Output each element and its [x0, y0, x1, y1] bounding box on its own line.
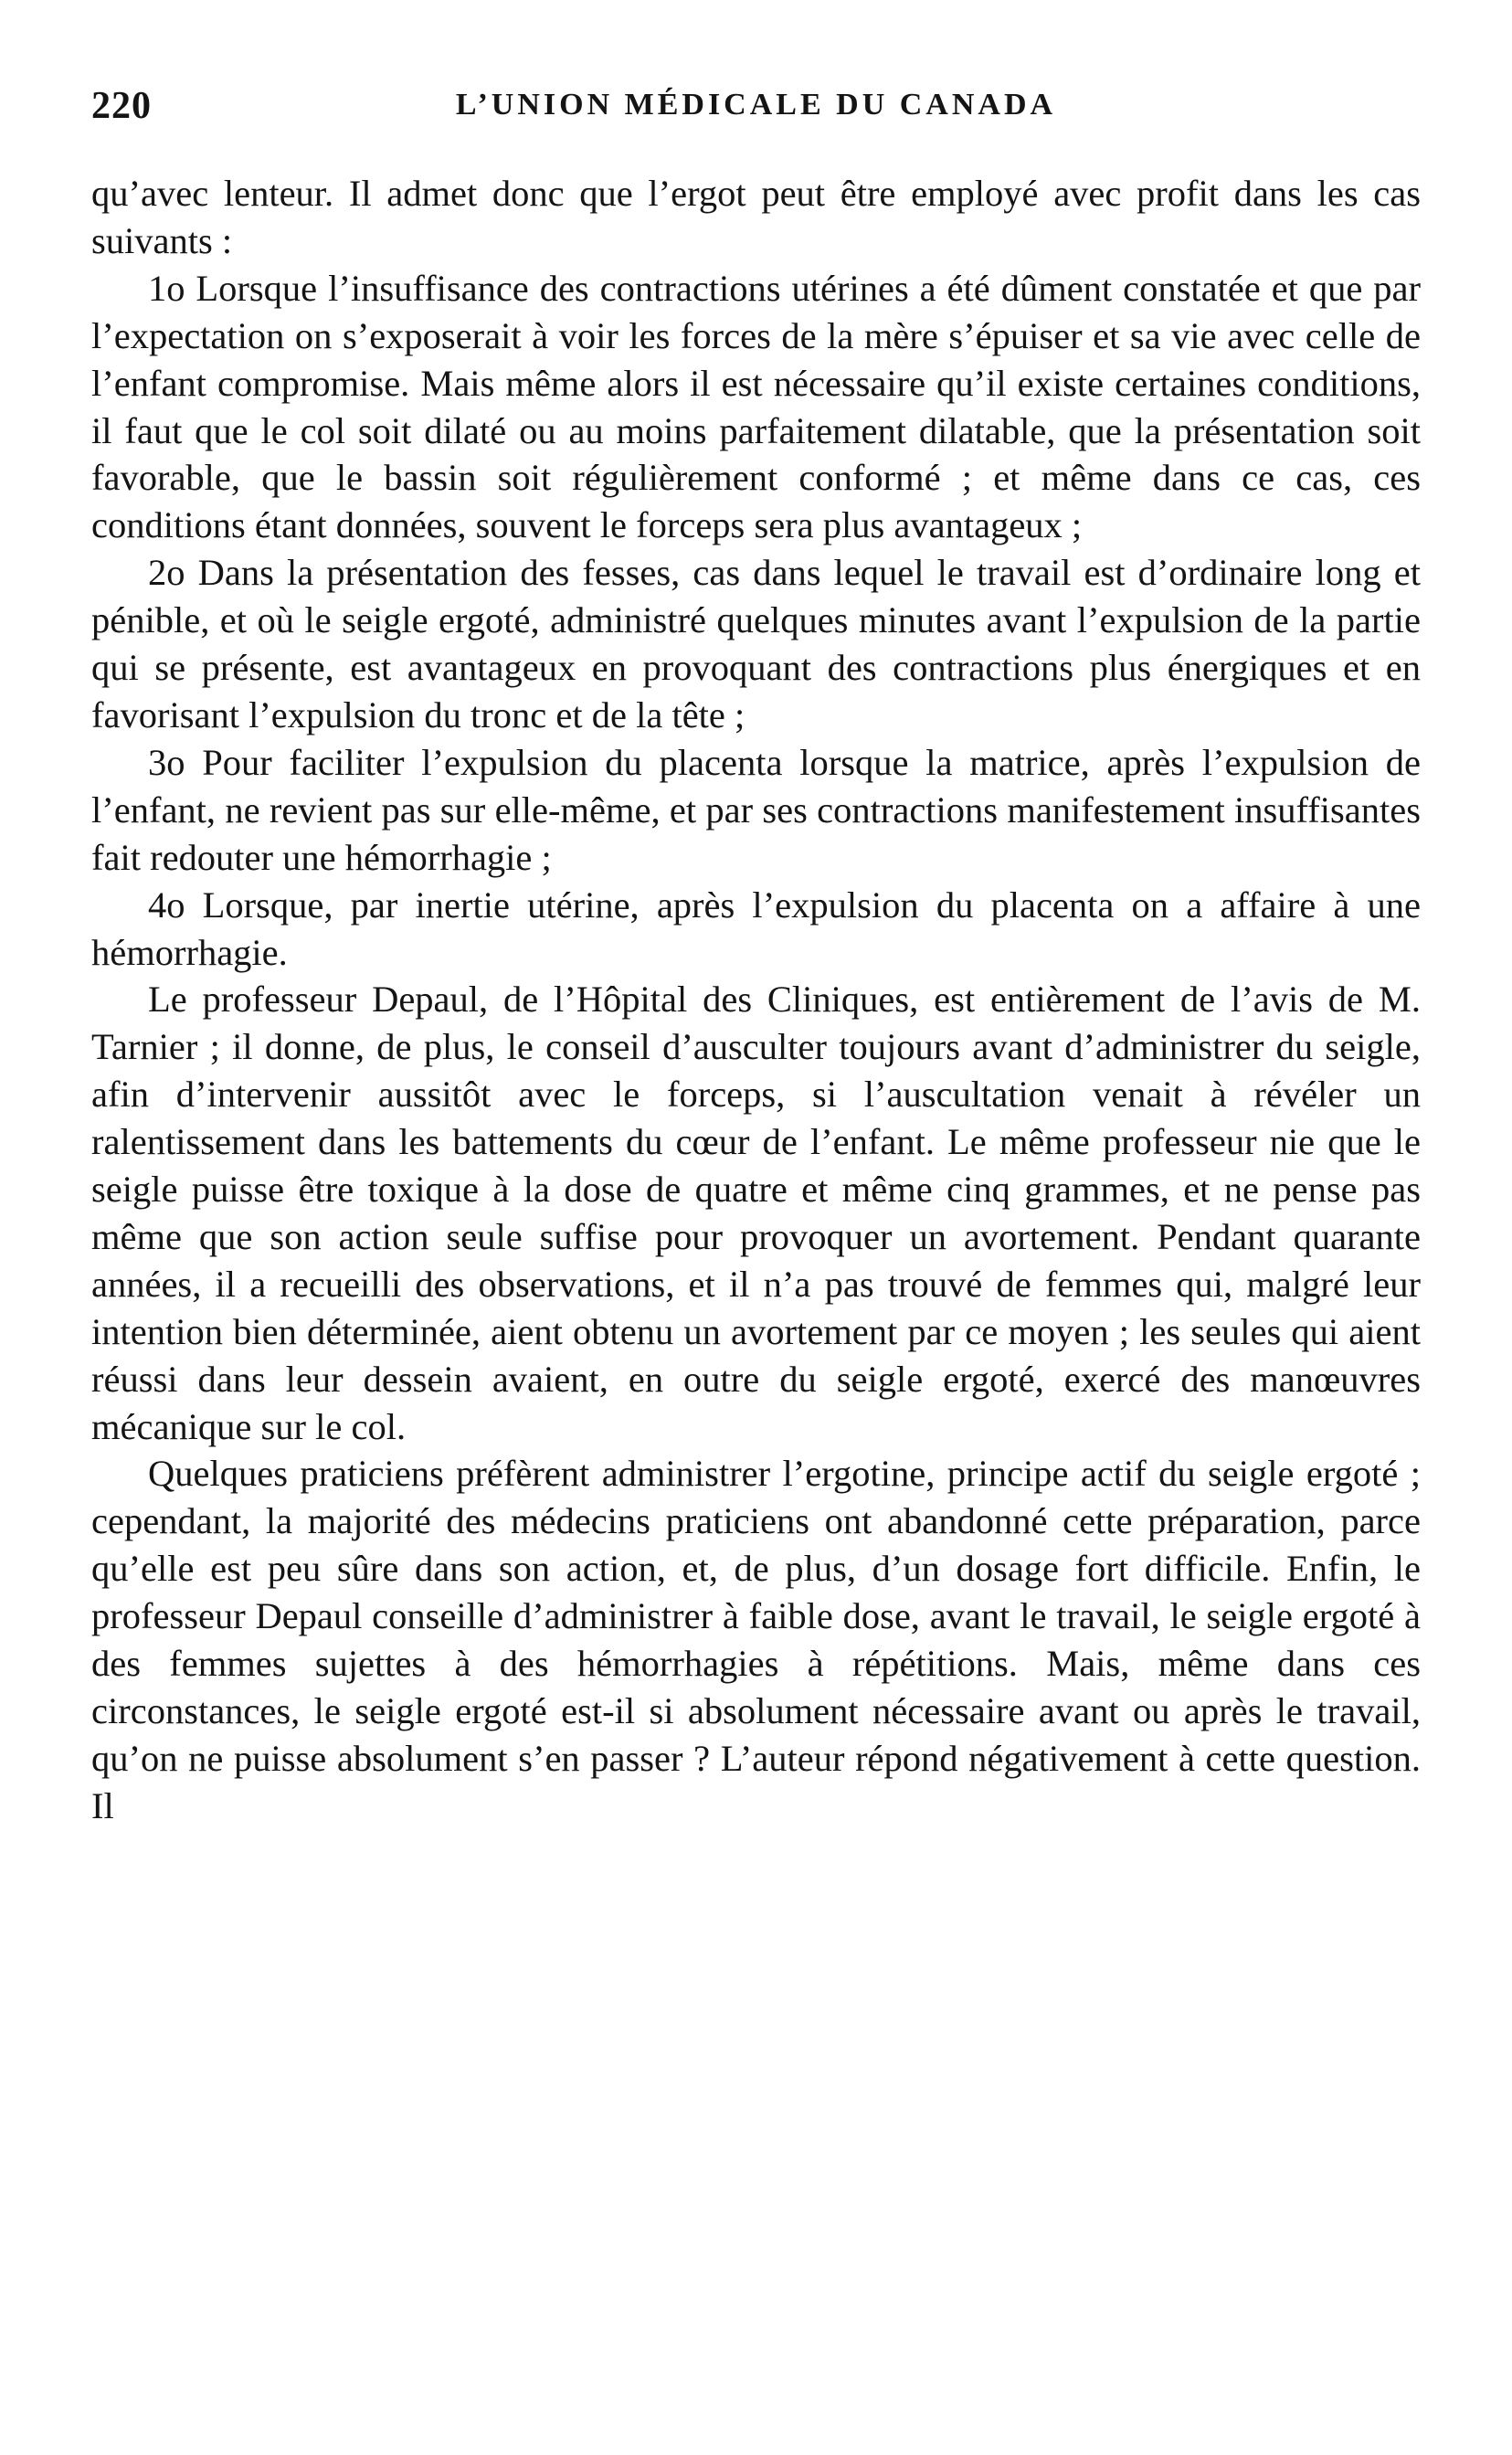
- running-head: [91, 84, 1421, 139]
- paragraph-depaul: Le professeur Depaul, de l’Hôpital des Cliniques, est entièrement de l’avis de M. Tarnier ; il donne, de plus, le conseil d’ausculter toujours avant d’administrer du seigle, afin d’intervenir aussitôt avec le forceps, si l’auscultation venait à révéler un ralentissement dans les battements du cœur de l’enfant. Le même professeur nie que le seigle puisse être toxique à la dose de quatre et même cinq grammes, et ne pense pas même que son action seule suffise pour provoquer un avortement. Pendant quarante années, il a recueilli des observations, et il n’a pas trouvé de femmes qui, malgré leur intention bien déterminée, aient obtenu un avortement par ce moyen ; les seules qui aient réussi dans leur dessein avaient, en outre du seigle ergoté, exercé des manœuvres mécanique sur le col.: [91, 979, 1421, 1447]
- paragraph-item-3: 3o Pour faciliter l’expulsion du placenta lorsque la matrice, après l’expulsion de l’enfant, ne revient pas sur elle-même, et par ses contractions manifestement insuffisantes fait redouter une hémorrhagie ;: [91, 741, 1421, 878]
- paragraph-item-1: 1o Lorsque l’insuffisance des contractions utérines a été dûment constatée et que par l’expectation on s’exposerait à voir les forces de la mère s’épuiser et sa vie avec celle de l’enfant compromise. Mais même alors il est nécessaire qu’il existe certaines conditions, il faut que le col soit dilaté ou au moins parfaitement dilatable, que la présentation soit favorable, que le bassin soit régulièrement conformé ; et même dans ce cas, ces conditions étant données, souvent le forceps sera plus avantageux ;: [91, 267, 1421, 546]
- paragraph-item-4: 4o Lorsque, par inertie utérine, après l’expulsion du placenta on a affaire à une hémorrhagie.: [91, 884, 1421, 973]
- paragraph-item-2: 2o Dans la présentation des fesses, cas dans lequel le travail est d’ordinaire long et pénible, et où le seigle ergoté, administré quelques minutes avant l’expulsion de la partie qui se présente, est avantageux en provoquant des contractions plus énergiques et en favorisant l’expulsion du tronc et de la tête ;: [91, 552, 1421, 735]
- body-text: [91, 170, 1421, 1830]
- page-number: 220: [91, 85, 152, 127]
- journal-title: L’UNION MÉDICALE DU CANADA: [455, 88, 1057, 122]
- page: [91, 84, 1421, 1830]
- paragraph-continuation: qu’avec lenteur. Il admet donc que l’ergot peut être employé avec profit dans les cas suivants :: [91, 173, 1421, 261]
- paragraph-ergotine: Quelques praticiens préfèrent administrer l’ergotine, principe actif du seigle ergoté ; cependant, la majorité des médecins praticiens ont abandonné cette préparation, parce qu’elle est peu sûre dans son action, et, de plus, d’un dosage fort difficile. Enfin, le professeur Depaul conseille d’administrer à faible dose, avant le travail, le seigle ergoté à des femmes sujettes à des hémorrhagies à répétitions. Mais, même dans ces circonstances, le seigle ergoté est-il si absolument nécessaire avant ou après le travail, qu’on ne puisse absolument s’en passer ? L’auteur répond négativement à cette question. Il: [91, 1453, 1421, 1826]
